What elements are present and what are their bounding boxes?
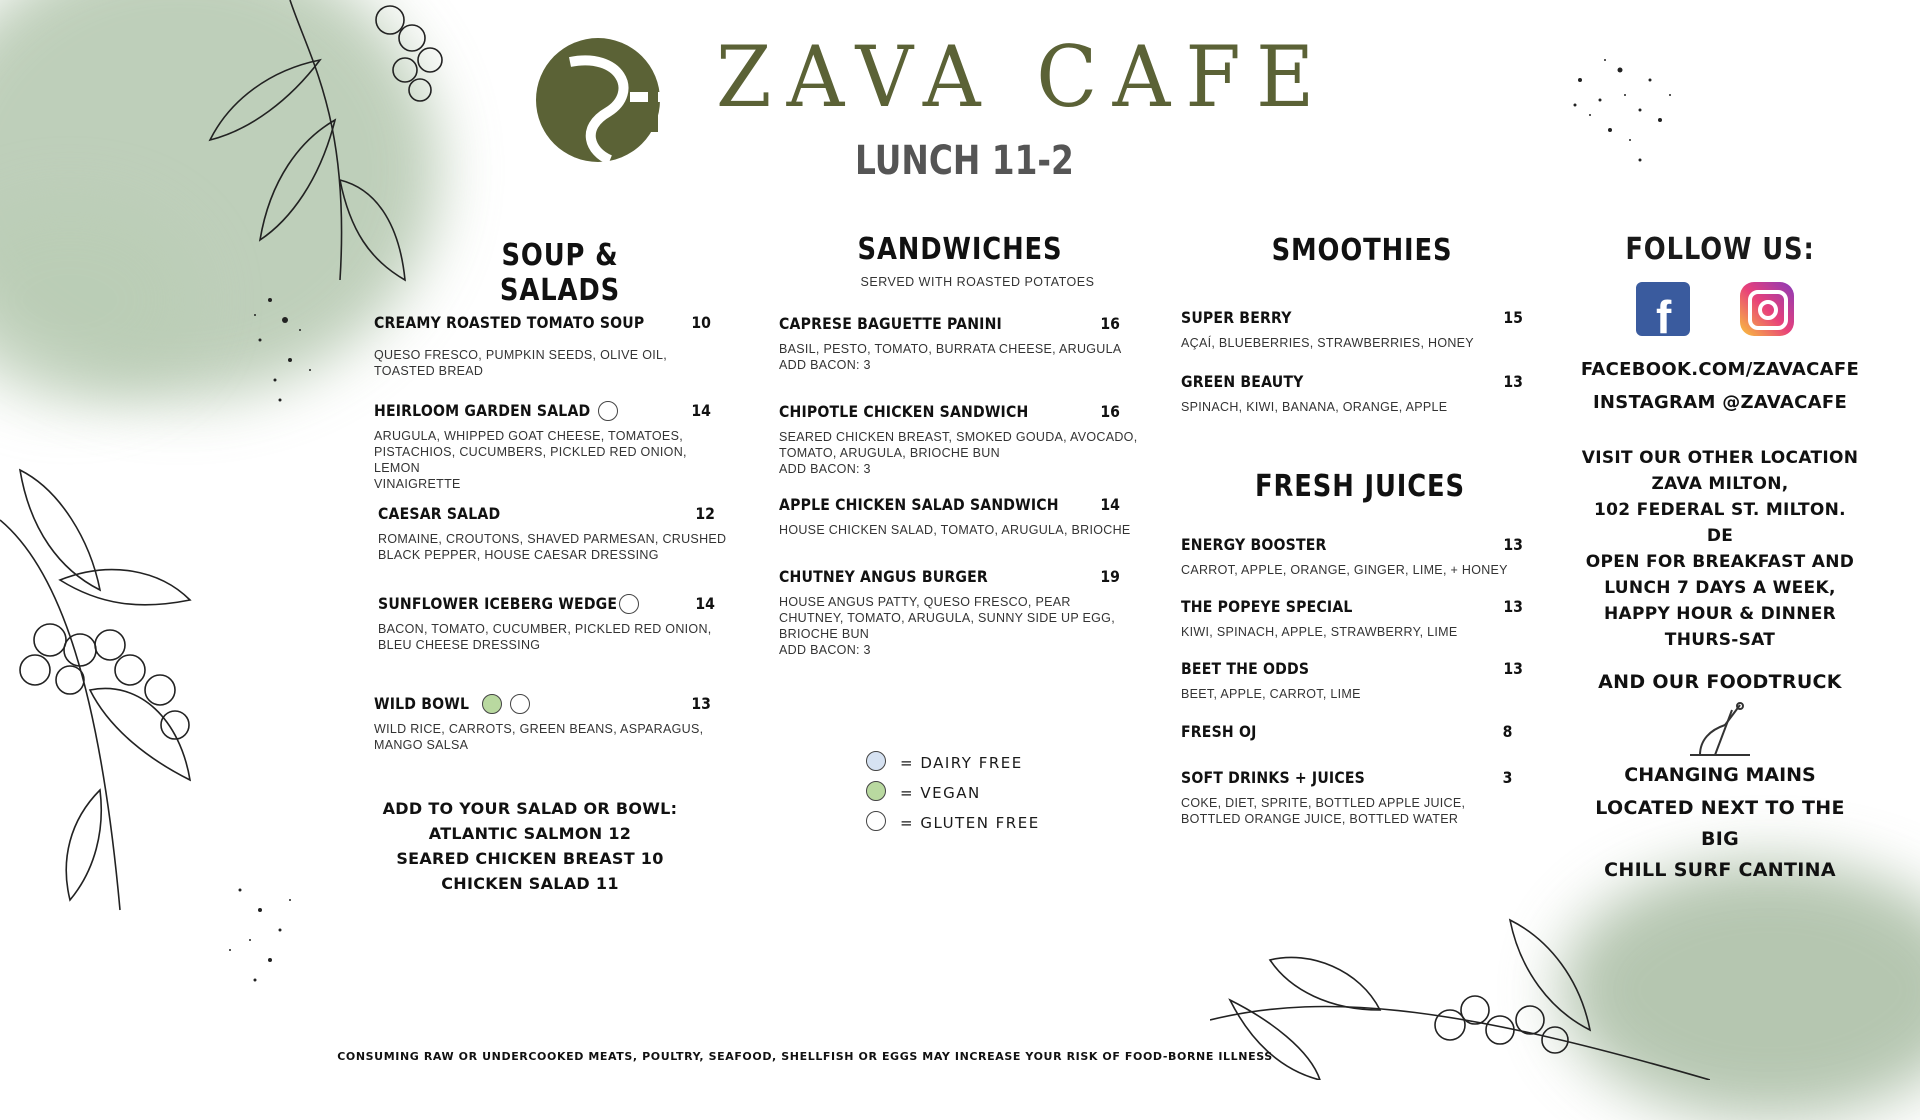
menu-item-description: CHUTNEY, TOMATO, ARUGULA, SUNNY SIDE UP EGG, bbox=[779, 611, 1115, 625]
hours-line: THURS-SAT bbox=[1664, 630, 1776, 650]
menu-item-description: BLACK PEPPER, HOUSE CAESAR DRESSING bbox=[378, 548, 659, 562]
menu-item-description: BACON, TOMATO, CUCUMBER, PICKLED RED ONION, bbox=[378, 622, 712, 636]
other-location-line: ZAVA MILTON, bbox=[1651, 474, 1789, 494]
menu-item-description: QUESO FRESCO, PUMPKIN SEEDS, OLIVE OIL, bbox=[374, 348, 668, 362]
menu-item bbox=[779, 567, 1139, 658]
foodtruck-name: CHANGING MAINS bbox=[1624, 764, 1816, 786]
other-location-address: 102 FEDERAL ST. MILTON. DE bbox=[1594, 500, 1846, 546]
menu-item-name: APPLE CHICKEN SALAD SANDWICH bbox=[779, 495, 1059, 514]
menu-item-description: BEET, APPLE, CARROT, LIME bbox=[1181, 687, 1361, 701]
diet-legend bbox=[866, 748, 1040, 838]
menu-item bbox=[1181, 597, 1521, 640]
ink-splatter-top-right bbox=[1530, 20, 1730, 200]
legend-row bbox=[866, 748, 1040, 778]
menu-item-description: COKE, DIET, SPRITE, BOTTLED APPLE JUICE, bbox=[1181, 796, 1466, 810]
section-title-sandwiches: SANDWICHES bbox=[857, 232, 1063, 267]
menu-item bbox=[374, 694, 734, 753]
menu-item-name: WILD BOWL bbox=[374, 694, 470, 713]
menu-item-description: VINAIGRETTE bbox=[374, 477, 461, 491]
section-title-soup-salads: SOUP & SALADS bbox=[499, 238, 621, 308]
menu-item-description: BLEU CHEESE DRESSING bbox=[378, 638, 541, 652]
ink-splatter-bottom-left bbox=[180, 850, 340, 1010]
addon-item: SEARED CHICKEN BREAST 10 bbox=[396, 849, 664, 868]
menu-item bbox=[1181, 659, 1521, 702]
menu-item-name: CHUTNEY ANGUS BURGER bbox=[779, 567, 988, 586]
legend-row bbox=[866, 778, 1040, 808]
menu-item-name: SOFT DRINKS + JUICES bbox=[1181, 768, 1365, 787]
menu-item-description: BRIOCHE BUN bbox=[779, 627, 870, 641]
menu-item-description: KIWI, SPINACH, APPLE, STRAWBERRY, LIME bbox=[1181, 625, 1458, 639]
menu-item-name: HEIRLOOM GARDEN SALAD bbox=[374, 401, 591, 420]
menu-item-name: CAESAR SALAD bbox=[378, 504, 501, 523]
menu-item bbox=[1181, 308, 1521, 351]
menu-item-description: BOTTLED ORANGE JUICE, BOTTLED WATER bbox=[1181, 812, 1459, 826]
addons-heading: ADD TO YOUR SALAD OR BOWL: bbox=[382, 799, 678, 818]
menu-item-price: 19 bbox=[1100, 567, 1120, 586]
section-title-smoothies: SMOOTHIES bbox=[1271, 233, 1453, 268]
menu-item-description: ADD BACON: 3 bbox=[779, 462, 871, 476]
legend-label-gluten-free: = GLUTEN FREE bbox=[900, 814, 1040, 832]
opening-hours bbox=[1580, 549, 1860, 653]
facebook-icon[interactable]: f bbox=[1636, 282, 1690, 336]
other-location-line: VISIT OUR OTHER LOCATION bbox=[1581, 448, 1859, 468]
hours-line: HAPPY HOUR & DINNER bbox=[1603, 604, 1837, 624]
hours-line: OPEN FOR BREAKFAST AND bbox=[1585, 552, 1855, 572]
menu-item bbox=[1181, 768, 1521, 827]
menu-item bbox=[779, 495, 1139, 538]
salad-addons bbox=[370, 796, 690, 896]
ink-splatter-left bbox=[230, 270, 350, 430]
menu-subtitle: LUNCH 11-2 bbox=[855, 138, 1074, 184]
dairy-free-icon bbox=[866, 751, 886, 771]
menu-item bbox=[378, 594, 738, 653]
addon-item: ATLANTIC SALMON 12 bbox=[428, 824, 632, 843]
menu-item-name: FRESH OJ bbox=[1181, 722, 1257, 741]
foodtruck-icon bbox=[1680, 700, 1760, 762]
menu-item-price: 16 bbox=[1100, 402, 1120, 421]
hours-line: LUNCH 7 DAYS A WEEK, bbox=[1604, 578, 1836, 598]
menu-item-price: 14 bbox=[691, 401, 711, 420]
gluten-free-icon bbox=[510, 694, 530, 714]
menu-item-description: WILD RICE, CARROTS, GREEN BEANS, ASPARAGUS, bbox=[374, 722, 704, 736]
menu-item-name: CHIPOTLE CHICKEN SANDWICH bbox=[779, 402, 1029, 421]
instagram-handle[interactable]: INSTAGRAM @ZAVACAFE bbox=[1592, 392, 1848, 413]
menu-item bbox=[1181, 372, 1521, 415]
menu-item-description: ROMAINE, CROUTONS, SHAVED PARMESAN, CRUSHED bbox=[378, 532, 727, 546]
section-title-fresh-juices: FRESH JUICES bbox=[1255, 469, 1465, 504]
instagram-icon[interactable] bbox=[1740, 282, 1794, 336]
menu-item bbox=[779, 314, 1139, 373]
addon-item: CHICKEN SALAD 11 bbox=[441, 874, 619, 893]
follow-us-title: FOLLOW US: bbox=[1625, 232, 1815, 267]
menu-item-price: 13 bbox=[1503, 535, 1523, 554]
menu-item-name: THE POPEYE SPECIAL bbox=[1181, 597, 1353, 616]
gluten-free-icon bbox=[866, 811, 886, 831]
menu-item-price: 13 bbox=[1503, 597, 1523, 616]
facebook-link[interactable]: FACEBOOK.COM/ZAVACAFE bbox=[1580, 359, 1860, 380]
menu-item-name: BEET THE ODDS bbox=[1181, 659, 1310, 678]
menu-item-name: GREEN BEAUTY bbox=[1181, 372, 1304, 391]
sandwiches-note: SERVED WITH ROASTED POTATOES bbox=[860, 275, 1095, 289]
menu-item-price: 16 bbox=[1100, 314, 1120, 333]
vegan-icon bbox=[482, 694, 502, 714]
menu-item-description: SPINACH, KIWI, BANANA, ORANGE, APPLE bbox=[1181, 400, 1448, 414]
menu-item-description: HOUSE ANGUS PATTY, QUESO FRESCO, PEAR bbox=[779, 595, 1071, 609]
menu-item-description: ADD BACON: 3 bbox=[779, 358, 871, 372]
other-location bbox=[1580, 445, 1860, 549]
menu-item bbox=[374, 401, 734, 492]
menu-item-description: PISTACHIOS, CUCUMBERS, PICKLED RED ONION, LEMON bbox=[374, 445, 687, 475]
legend-row bbox=[866, 808, 1040, 838]
gluten-free-icon bbox=[619, 594, 639, 614]
menu-item-description: HOUSE CHICKEN SALAD, TOMATO, ARUGULA, BRIOCHE bbox=[779, 523, 1131, 537]
menu-item bbox=[1181, 722, 1521, 744]
menu-item-description: MANGO SALSA bbox=[374, 738, 469, 752]
menu-item-price: 12 bbox=[695, 504, 715, 523]
menu-item-description: ARUGULA, WHIPPED GOAT CHEESE, TOMATOES, bbox=[374, 429, 683, 443]
menu-item-price: 10 bbox=[691, 313, 711, 332]
foodtruck-location bbox=[1580, 793, 1860, 886]
legend-label-dairy-free: = DAIRY FREE bbox=[900, 754, 1023, 772]
menu-item-price: 15 bbox=[1503, 308, 1523, 327]
menu-item-description: BASIL, PESTO, TOMATO, BURRATA CHEESE, ARUGULA bbox=[779, 342, 1122, 356]
gluten-free-icon bbox=[598, 401, 618, 421]
menu-item-name: CREAMY ROASTED TOMATO SOUP bbox=[374, 313, 645, 332]
leaf-branch-illustration-top bbox=[150, 0, 450, 300]
menu-item-price: 13 bbox=[1503, 372, 1523, 391]
menu-item bbox=[374, 313, 734, 379]
menu-item-description: TOASTED BREAD bbox=[374, 364, 484, 378]
menu-item-price: 14 bbox=[1100, 495, 1120, 514]
menu-item-price: 3 bbox=[1502, 768, 1513, 787]
menu-item-description: SEARED CHICKEN BREAST, SMOKED GOUDA, AVOCADO, bbox=[779, 430, 1138, 444]
menu-item bbox=[378, 504, 738, 563]
foodtruck-location-line: LOCATED NEXT TO THE BIG bbox=[1595, 797, 1845, 850]
menu-item-name: ENERGY BOOSTER bbox=[1181, 535, 1327, 554]
menu-item-description: TOMATO, ARUGULA, BRIOCHE BUN bbox=[779, 446, 1000, 460]
menu-item-description: AÇAÍ, BLUEBERRIES, STRAWBERRIES, HONEY bbox=[1181, 336, 1474, 350]
legend-label-vegan: = VEGAN bbox=[900, 784, 981, 802]
menu-item-name: SUNFLOWER ICEBERG WEDGE bbox=[378, 594, 618, 613]
menu-item-price: 8 bbox=[1502, 722, 1513, 741]
food-safety-disclaimer: CONSUMING RAW OR UNDERCOOKED MEATS, POULTRY, SEAFOOD, SHELLFISH OR EGGS MAY INCREASE YOUR RISK OF FOOD-BORNE ILLNESS bbox=[337, 1050, 1273, 1063]
menu-item-price: 14 bbox=[695, 594, 715, 613]
menu-item-price: 13 bbox=[691, 694, 711, 713]
menu-item-description: ADD BACON: 3 bbox=[779, 643, 871, 657]
foodtruck-heading: AND OUR FOODTRUCK bbox=[1598, 671, 1842, 693]
vegan-icon bbox=[866, 781, 886, 801]
menu-item bbox=[779, 402, 1139, 477]
coffee-bean-logo-icon bbox=[530, 32, 672, 168]
menu-item bbox=[1181, 535, 1521, 578]
menu-item-name: SUPER BERRY bbox=[1181, 308, 1292, 327]
cafe-name-logotype: ZAVA CAFE bbox=[716, 28, 1330, 126]
menu-item-name: CAPRESE BAGUETTE PANINI bbox=[779, 314, 1002, 333]
menu-item-price: 13 bbox=[1503, 659, 1523, 678]
foodtruck-location-line: CHILL SURF CANTINA bbox=[1604, 859, 1836, 881]
menu-item-description: CARROT, APPLE, ORANGE, GINGER, LIME, + HONEY bbox=[1181, 563, 1508, 577]
